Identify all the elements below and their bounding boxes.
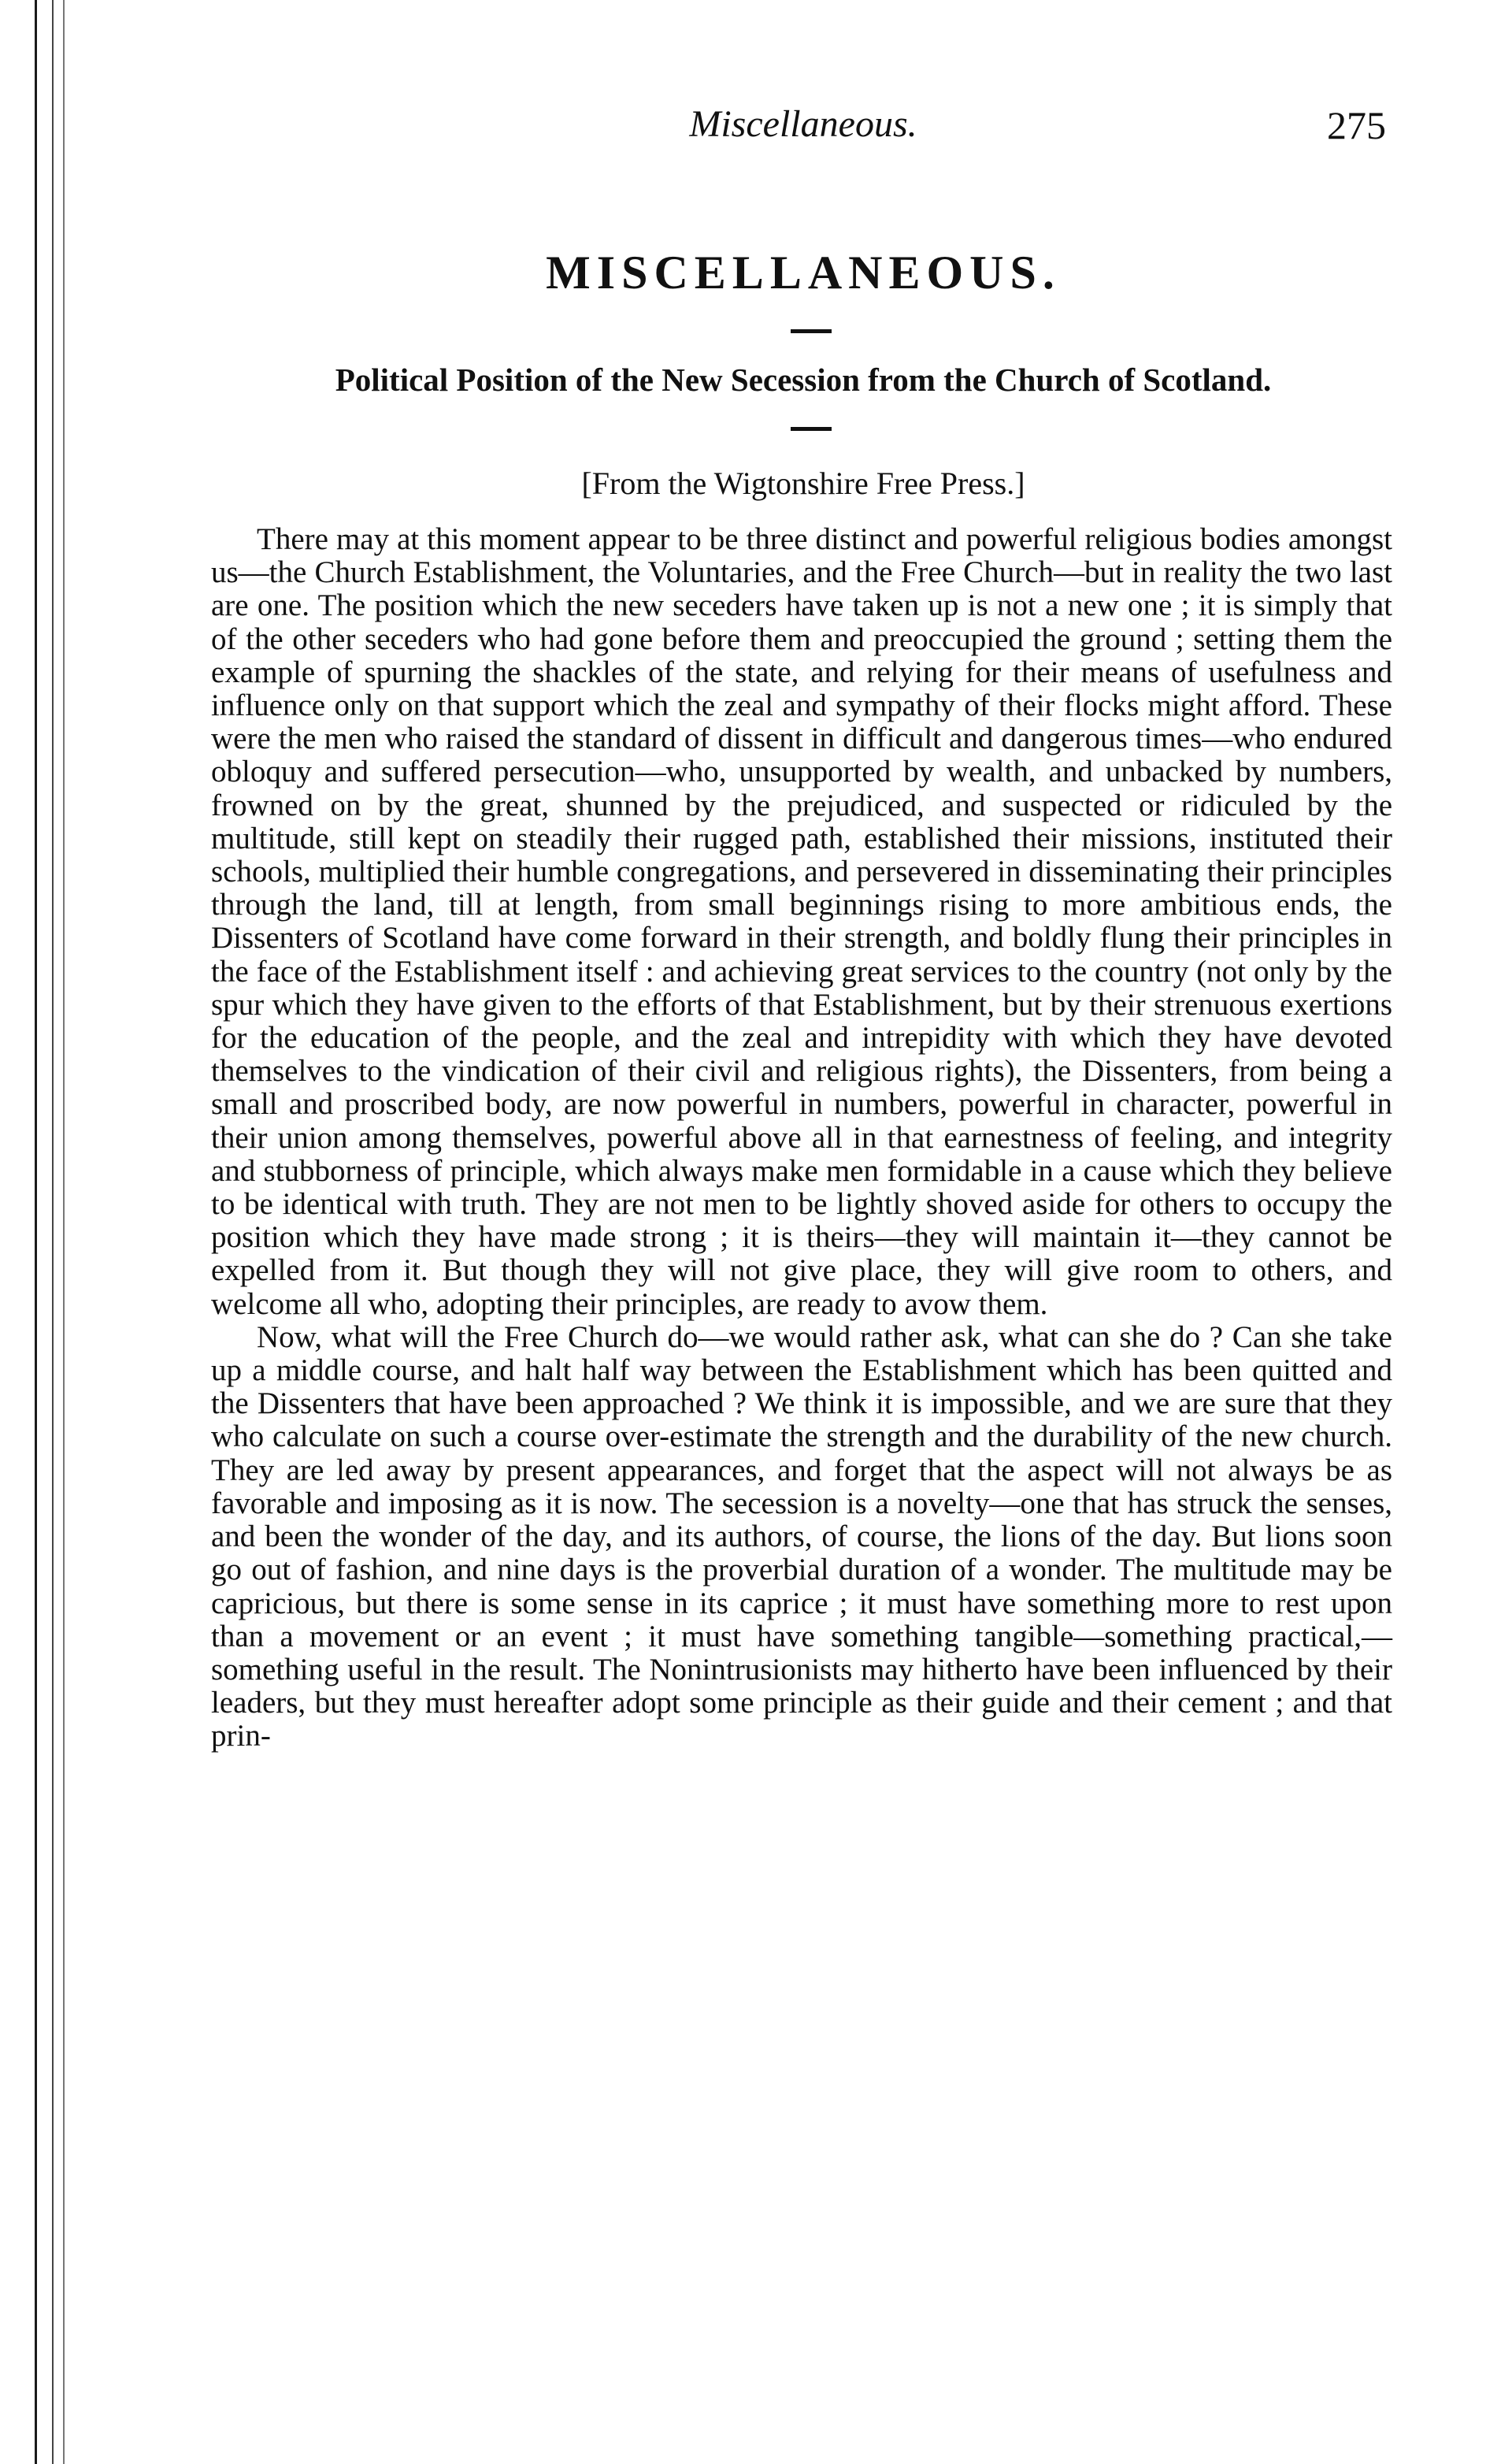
article-body <box>211 523 1392 1753</box>
title-rule <box>791 427 832 431</box>
binding-edge-line <box>35 0 37 2464</box>
page-number: 275 <box>1327 103 1386 147</box>
running-head <box>220 102 1386 150</box>
paragraph: There may at this moment appear to be three distinct and powerful religious bodies amongst us—the Church Establishment, the Voluntaries, and the Free Church—but in reality the two last are one. The position which the new seceders have taken up is not a new one ; it is simply that of the other seceders who had gone before them and preoccupied the ground ; setting them the example of spurning the shackles of the state, and relying for their means of usefulness and influence only on that support which the zeal and sympathy of their flocks might afford. These were the men who raised the standard of dissent in difficult and dangerous times—who endured obloquy and suffered persecution—who, unsupported by wealth, and unbacked by numbers, frowned on by the great, shunned by the prejudiced, and suspected or ridiculed by the multitude, still kept on steadily their rugged path, established their missions, instituted their schools, multiplied their humble congregations, and persevered in disseminating their principles through the land, till at length, from small beginnings rising to more ambitious ends, the Dissenters of Scotland have come forward in their strength, and boldly flung their principles in the face of the Establishment itself : and achieving great services to the country (not only by the spur which they have given to the efforts of that Establishment, but by their strenuous exertions for the education of the people, and the zeal and intrepidity with which they have devoted themselves to the vindication of their civil and religious rights), the Dissenters, from being a small and proscribed body, are now powerful in numbers, powerful in character, powerful in their union among themselves, powerful above all in that earnestness of feeling, and integrity and stubborness of principle, which always make men formidable in a cause which they believe to be identical with truth. They are not men to be lightly shoved aside for others to occupy the position which they have made strong ; it is theirs—they will maintain it—they cannot be expelled from it. But though they will not give place, they will give room to others, and welcome all who, adopting their principles, are ready to avow them. <box>211 522 1392 1321</box>
title-rule <box>791 329 832 333</box>
section-title: MISCELLANEOUS. <box>546 247 1061 299</box>
paragraph: Now, what will the Free Church do—we would rather ask, what can she do ? Can she take up a middle course, and halt half way between the Establishment which has been quitted and the Dissenters that have been approached ? We think it is impossible, and we are sure that they who calculate on such a course over-estimate the strength and the durability of the new church. They are led away by present appearances, and forget that the aspect will not always be as favorable and imposing as it is now. The secession is a novelty—one that has struck the senses, and been the wonder of the day, and its authors, of course, the lions of the day. But lions soon go out of fashion, and nine days is the proverbial duration of a wonder. The multitude may be capricious, but there is some sense in its caprice ; it must have something more to rest upon than a movement or an event ; it must have something tangible—something practical,—something useful in the result. The Nonintrusionists may hitherto have been influenced by their leaders, but they must hereafter adopt some principle as their guide and their cement ; and that prin- <box>211 1319 1392 1753</box>
source-line: [From the Wigtonshire Free Press.] <box>581 466 1025 501</box>
binding-edge-line <box>63 0 65 2464</box>
running-title: Miscellaneous. <box>689 103 917 145</box>
binding-edge-line <box>52 0 54 2464</box>
article-title: Political Position of the New Secession from the Church of Scotland. <box>335 362 1272 398</box>
